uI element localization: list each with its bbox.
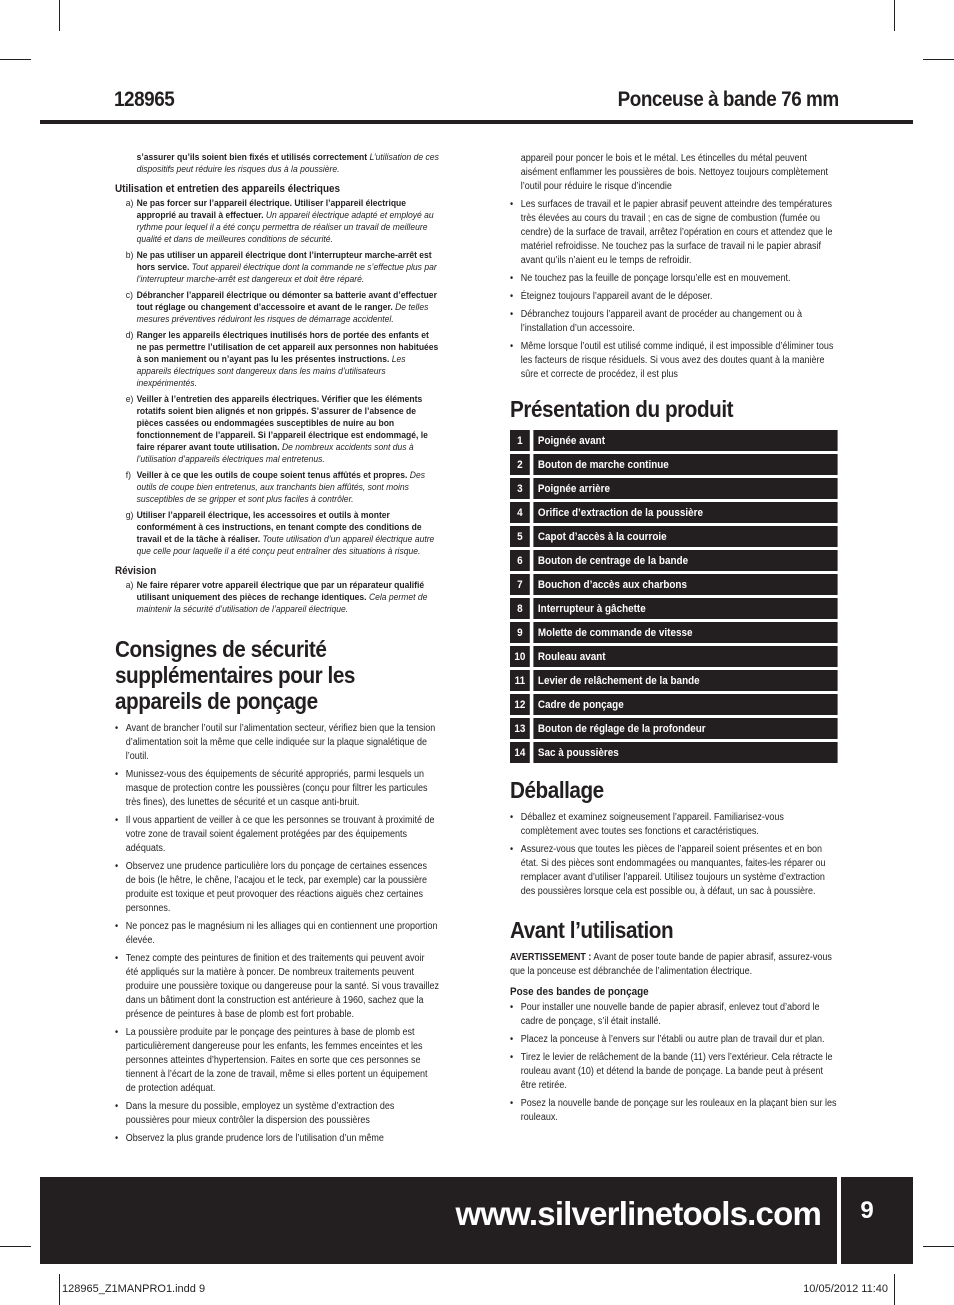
table-row: 11 Levier de relâchement de la bande <box>510 670 838 691</box>
date-slug: 10/05/2012 11:40 <box>803 1283 888 1295</box>
list-item: c) Débrancher l’appareil électrique ou démonter sa batterie avant d’effectuer tout réglage ou changement d’accessoire et avant de le ranger. De telles mesures préventives réduiront les risques de démarrage accidentel. <box>125 290 437 325</box>
list-item: • Tirez le levier de relâchement de la bande (11) vers l’extérieur. Cela rétracte le rouleau avant (10) et détend la bande de ponçage. La bande peut à présent être retirée. <box>510 1051 838 1093</box>
list-item: • Pour installer une nouvelle bande de papier abrasif, enlevez tout d’abord le cadre de ponçage, s’il était installé. <box>510 1001 838 1029</box>
table-row: 13 Bouton de réglage de la profondeur <box>510 718 838 739</box>
safety-bullets-continued <box>510 198 838 382</box>
table-row: 14 Sac à poussières <box>510 742 838 763</box>
table-row: 2 Bouton de marche continue <box>510 454 838 475</box>
list-item: a) Ne pas forcer sur l’appareil électrique. Utiliser l’appareil électrique approprié au travail à effectuer. Un appareil électrique adapté et employé au rythme pour lequel il a été conçu permettra de réaliser un travail de meilleure qualité et dans de meilleures conditions de sécurité. <box>125 198 434 245</box>
unpacking-bullets <box>510 811 838 899</box>
safety-bullets <box>115 722 439 1146</box>
crop-mark <box>0 1246 31 1247</box>
crop-mark <box>59 1274 60 1305</box>
footer-bar <box>40 1177 837 1264</box>
heading-product: Présentation du produit <box>510 396 734 422</box>
crop-mark <box>923 59 954 60</box>
list-item: • Il vous appartient de veiller à ce que les personnes se trouvant à proximité de votre zone de travail soient également protégées par des équipements adéquats. <box>115 814 439 856</box>
list-item: • Ne touchez pas la feuille de ponçage lorsqu’elle est en mouvement. <box>510 272 838 286</box>
list-item: • Les surfaces de travail et le papier abrasif peuvent atteindre des températures très élevées au cours du travail ; en cas de signe de combustion (fumée ou cendre) de la surface de travail, arrêtez l’opération en cours et attendez que le matériel refroidisse. Ne touchez pas la surface de travail ni le papier abrasif avant qu’ils n’aient eu le temps de refroidir. <box>510 198 838 268</box>
list-item: • Placez la ponceuse à l’envers sur l’établi ou autre plan de travail dur et plan. <box>510 1033 838 1047</box>
table-row: 12 Cadre de ponçage <box>510 694 838 715</box>
list-item: d) Ranger les appareils électriques inutilisés hors de portée des enfants et ne pas permettre l’utilisation de cet appareil aux personnes non habituées à son maniement ou n’ayant pas lu les présentes instructions. Les appareils électriques sont dangereux dans les mains d’utilisateurs inexpérimentés. <box>125 330 439 389</box>
list-item: a) Ne faire réparer votre appareil électrique que par un réparateur qualifié utilisant uniquement des pièces de rechange identiques. Cela permet de maintenir la sécurité d’utilisation de l’appareil électrique. <box>125 580 428 615</box>
table-row: 1 Poignée avant <box>510 430 838 451</box>
warning-paragraph: AVERTISSEMENT : Avant de poser toute bande de papier abrasif, assurez-vous que la ponceuse est débranchée de l’alimentation électrique. <box>510 952 832 977</box>
list-item: • Débranchez toujours l’appareil avant de procéder au changement ou à l’installation d’un accessoire. <box>510 308 838 336</box>
page-number: 9 <box>860 1197 874 1224</box>
list-item: • Dans la mesure du possible, employez un système d’extraction des poussières pour mieux contrôler la dispersion des poussières <box>115 1100 439 1128</box>
list-item: • Posez la nouvelle bande de ponçage sur les rouleaux en la plaçant bien sur les rouleaux. <box>510 1097 838 1125</box>
crop-mark <box>0 59 31 60</box>
table-row: 9 Molette de commande de vitesse <box>510 622 838 643</box>
page-header <box>40 86 913 122</box>
list-item: • Munissez-vous des équipements de sécurité appropriés, parmi lesquels un masque de protection contre les poussières (conçu pour filtrer les particules très fines), des lunettes de sécurité et un casque anti-bruit. <box>115 768 439 810</box>
list-item: • Observez une prudence particulière lors du ponçage de certaines essences de bois (le hêtre, le chêne, l’acajou et le teck, par exemple) car la poussière produite est toxique et peut provoquer des réactions aiguës chez certaines personnes. <box>115 860 439 916</box>
fitting-bullets <box>510 1001 838 1125</box>
crop-mark <box>894 0 895 31</box>
parts-table <box>510 430 838 763</box>
list-item: • Éteignez toujours l’appareil avant de le déposer. <box>510 290 838 304</box>
table-row: 7 Bouchon d’accès aux charbons <box>510 574 838 595</box>
file-slug: 128965_Z1MANPRO1.indd 9 <box>62 1283 206 1295</box>
table-row: 3 Poignée arrière <box>510 478 838 499</box>
list-item: • Avant de brancher l’outil sur l’alimentation secteur, vérifiez bien que la tension d’alimentation soit la même que celle indiquée sur la plaque signalétique de l’outil. <box>115 722 439 764</box>
list-item: e) Veiller à l’entretien des appareils électriques. Vérifier que les éléments rotatifs soient bien alignés et non grippés. S’assurer de l’absence de pièces cassées ou endommagées susceptibles de nuire au bon fonctionnement de l’appareil. Si l’appareil électrique est endommagé, le faire réparer avant toute utilisation. De nombreux accidents sont dus à l’utilisation d’appareils électriques mal entretenus. <box>125 394 428 465</box>
model-number: 128965 <box>114 88 175 111</box>
page-title: Ponceuse à bande 76 mm <box>617 88 839 111</box>
list-item: b) Ne pas utiliser un appareil électrique dont l’interrupteur marche-arrêt est hors service. Tout appareil électrique dont la commande ne s’effectue plus par l’interrupteur marche-arrêt est dangereux et doit être réparé. <box>125 250 437 285</box>
website-url: www.silverlinetools.com <box>455 1195 821 1232</box>
right-column <box>510 152 838 1129</box>
crop-mark <box>59 0 60 31</box>
page-number-box <box>841 1177 913 1264</box>
list-item: • Tenez compte des peintures de finition et des traitements qui peuvent avoir été appliqués sur la matière à poncer. De nombreux traitements peuvent produire une poussière toxique ou dangereuse pour la santé. Si vous travaillez dans un bâtiment dont la construction est antérieure à 1960, sachez que la présence de peintures à base de plomb est fort probable. <box>115 952 439 1022</box>
list-item: • Observez la plus grande prudence lors de l’utilisation d’un même <box>115 1132 439 1146</box>
list-item: f) Veiller à ce que les outils de coupe soient tenus affûtés et propres. Des outils de coupe bien entretenus, aux tranchants bien affûtés, sont moins susceptibles de se gripper et sont plus faciles à contrôler. <box>125 470 426 505</box>
table-row: 10 Rouleau avant <box>510 646 838 667</box>
left-column <box>115 152 439 1150</box>
list-item: • Déballez et examinez soigneusement l’appareil. Familiarisez-vous complètement avec toutes ses fonctions et caractéristiques. <box>510 811 838 839</box>
revision-list <box>115 580 439 616</box>
list-item: • Assurez-vous que toutes les pièces de l’appareil soient présentes et en bon état. Si des pièces sont endommagées ou manquantes, faites-les réparer ou remplacer avant d’utiliser l’appareil. Utilisez toujours un système d’extraction des poussières lorsque cela est possible ou, à défaut, un sac à poussière. <box>510 843 838 899</box>
list-item: • La poussière produite par le ponçage des peintures à base de plomb est particulièrement dangereuse pour les enfants, les femmes enceintes et les personnes atteintes d’hypertension. Faites en sorte que ces personnes se tiennent à l’écart de la zone de travail, même si elles portent un équipement de protection adéquat. <box>115 1026 439 1096</box>
continued-paragraph: appareil pour poncer le bois et le métal. Les étincelles du métal peuvent aisément enflammer les poussières de bois. Nettoyez toujours complètement l’outil pour réduire le risque d’incendie <box>520 153 828 192</box>
heading-before-use: Avant l’utilisation <box>510 917 674 943</box>
header-rule <box>40 120 913 124</box>
list-item: g) Utiliser l’appareil électrique, les accessoires et outils à monter conformément à ces instructions, en tenant compte des conditions de travail et de la tâche à réaliser. Toute utilisation d’un appareil électrique autre que celle pour laquelle il a été conçu peut entraîner des situations à risque. <box>125 510 435 557</box>
table-row: 6 Bouton de centrage de la bande <box>510 550 838 571</box>
heading-unpacking: Déballage <box>510 777 604 803</box>
utilisation-list <box>115 198 439 558</box>
intro-paragraph: s’assurer qu’ils soient bien fixés et utilisés correctement L’utilisation de ces dispositifs peut réduire les risques dus à la poussière. <box>136 152 439 175</box>
crop-mark <box>894 1274 895 1305</box>
table-row: 4 Orifice d’extraction de la poussière <box>510 502 838 523</box>
list-item: • Ne poncez pas le magnésium ni les alliages qui en contiennent une proportion élevée. <box>115 920 439 948</box>
table-row: 8 Interrupteur à gâchette <box>510 598 838 619</box>
crop-mark <box>923 1246 954 1247</box>
subheading-revision: Révision <box>115 565 157 577</box>
heading-safety: Consignes de sécurité supplémentaires pour les appareils de ponçage <box>115 636 355 714</box>
table-row: 5 Capot d’accès à la courroie <box>510 526 838 547</box>
list-item: • Même lorsque l’outil est utilisé comme indiqué, il est impossible d’éliminer tous les facteurs de risque résiduels. Si vous avez des doutes quant à la manière sûre et correcte de procédez, il est plus <box>510 340 838 382</box>
subheading-utilisation: Utilisation et entretien des appareils électriques <box>115 183 341 195</box>
subheading-fitting: Pose des bandes de ponçage <box>510 986 649 998</box>
